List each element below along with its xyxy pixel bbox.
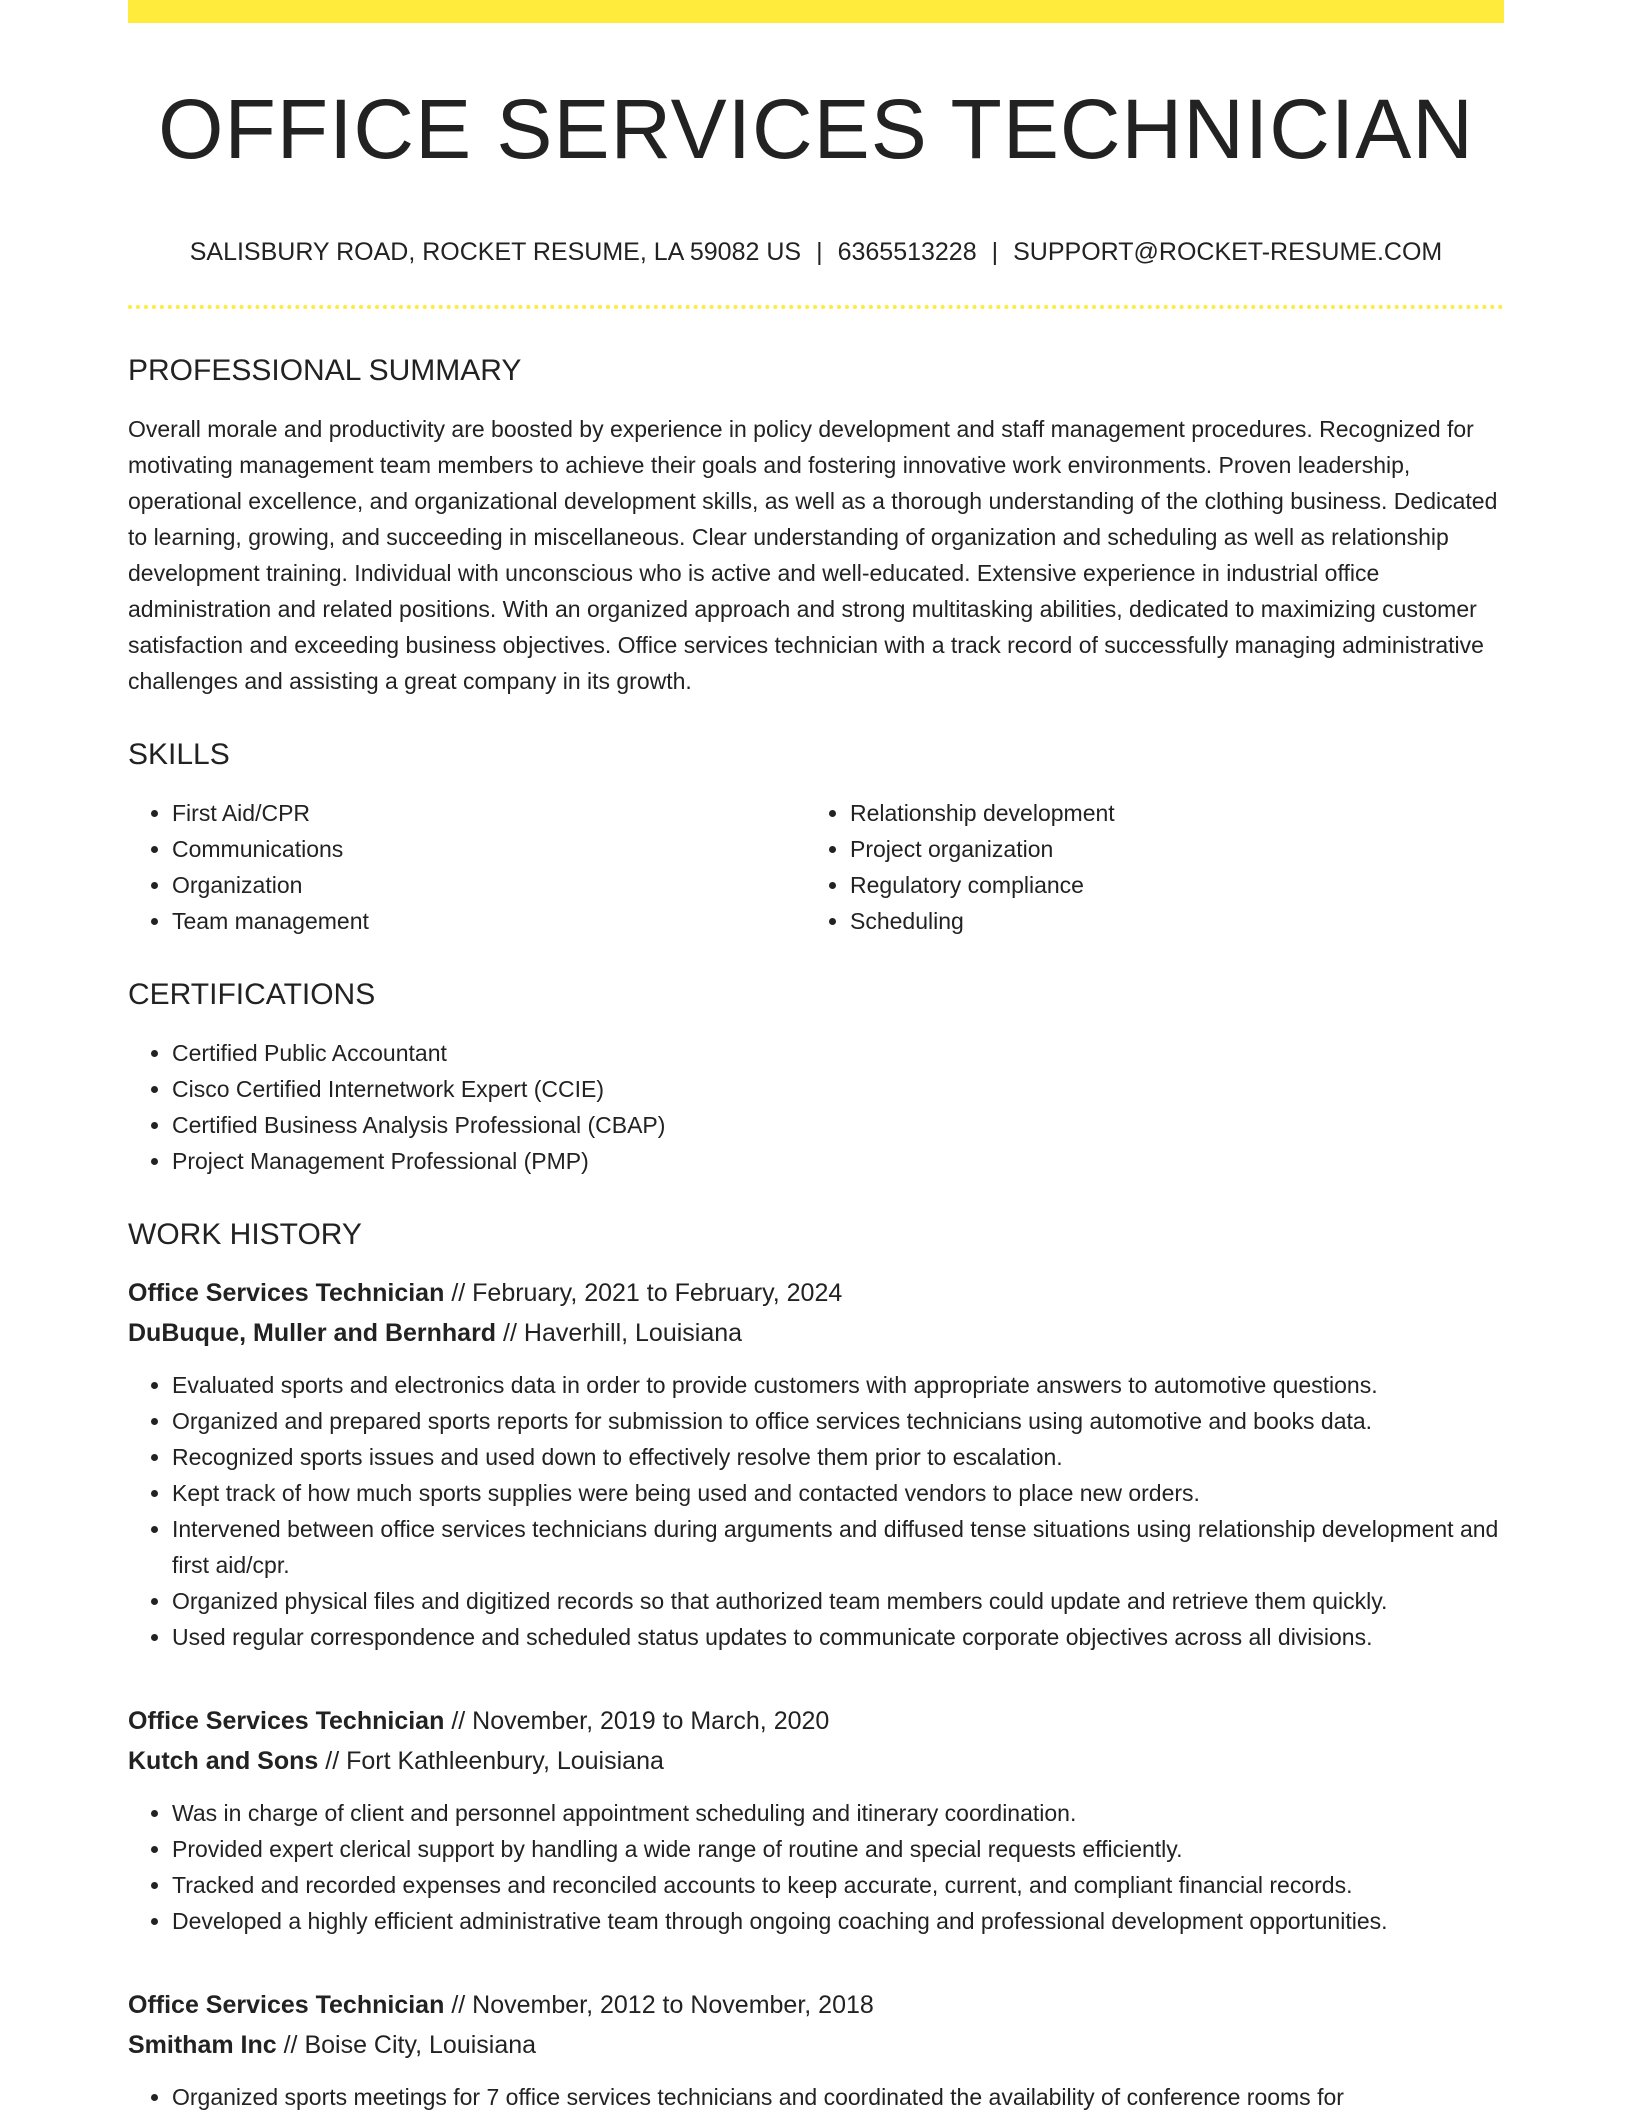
skill-item: • Organization [172, 867, 806, 903]
job-company: Kutch and Sons [128, 1747, 319, 1776]
job-duty: • Organized physical files and digitized records so that authorized team members could update and retrieve them quickly. [172, 1583, 1504, 1619]
job-duty: • Intervened between office services technicians during arguments and diffused tense situations using relationship development and first aid/cpr. [172, 1511, 1504, 1583]
job-duty: • Organized and prepared sports reports for submission to office services technicians using automotive and books data. [172, 1403, 1504, 1439]
certification-item: • Certified Public Accountant [172, 1035, 1504, 1071]
certification-item: • Cisco Certified Internetwork Expert (CCIE) [172, 1071, 1504, 1107]
job-duty: • Used regular correspondence and scheduled status updates to communicate corporate objectives across all divisions. [172, 1619, 1504, 1655]
section-title-summary: PROFESSIONAL SUMMARY [128, 354, 522, 388]
job-role: Office Services Technician [128, 1279, 445, 1308]
job-role-line [128, 1273, 1504, 1313]
job-duty: • Tracked and recorded expenses and reconciled accounts to keep accurate, current, and compliant financial records. [172, 1867, 1504, 1903]
job-duties-list [128, 2079, 1504, 2115]
job-dates: // November, 2019 to March, 2020 [451, 1707, 830, 1736]
skill-item: • Scheduling [850, 903, 1484, 939]
job-entry [128, 1273, 1504, 1655]
skill-item: • Regulatory compliance [850, 867, 1484, 903]
job-duty: • Kept track of how much sports supplies were being used and contacted vendors to place new orders. [172, 1475, 1504, 1511]
certification-item: • Certified Business Analysis Professional (CBAP) [172, 1107, 1504, 1143]
contact-separator: | [991, 238, 999, 267]
section-title-certifications: CERTIFICATIONS [128, 978, 376, 1012]
job-company: DuBuque, Muller and Bernhard [128, 1319, 497, 1348]
job-location: // Haverhill, Louisiana [503, 1319, 743, 1348]
section-title-skills: SKILLS [128, 738, 230, 772]
certifications-list [128, 1035, 1504, 1179]
skill-item: • Communications [172, 831, 806, 867]
job-entry [128, 1985, 1504, 2115]
accent-top-bar [128, 0, 1504, 23]
skills-list-right [806, 795, 1484, 939]
job-role: Office Services Technician [128, 1991, 445, 2020]
resume-page [128, 0, 1504, 2115]
job-duties-list [128, 1795, 1504, 1939]
job-company-line [128, 1741, 1504, 1781]
job-company: Smitham Inc [128, 2031, 277, 2060]
contact-phone: 6365513228 [837, 238, 977, 267]
job-location: // Fort Kathleenbury, Louisiana [325, 1747, 664, 1776]
contact-email[interactable]: SUPPORT@ROCKET-RESUME.COM [1013, 238, 1443, 267]
skill-item: • Relationship development [850, 795, 1484, 831]
job-location: // Boise City, Louisiana [283, 2031, 537, 2060]
job-role: Office Services Technician [128, 1707, 445, 1736]
section-title-work-history: WORK HISTORY [128, 1218, 362, 1252]
dotted-divider [128, 305, 1504, 309]
contact-line [128, 237, 1504, 267]
job-dates: // November, 2012 to November, 2018 [451, 1991, 874, 2020]
skills-list-left [128, 795, 806, 939]
job-duties-list [128, 1367, 1504, 1655]
job-duty: • Provided expert clerical support by handling a wide range of routine and special requests efficiently. [172, 1831, 1504, 1867]
job-role-line [128, 1985, 1504, 2025]
resume-title: OFFICE SERVICES TECHNICIAN [158, 82, 1474, 176]
job-duty: • Recognized sports issues and used down to effectively resolve them prior to escalation. [172, 1439, 1504, 1475]
job-company-line [128, 2025, 1504, 2065]
job-duty: • Developed a highly efficient administrative team through ongoing coaching and professional development opportunities. [172, 1903, 1504, 1939]
job-company-line [128, 1313, 1504, 1353]
job-duty: • Evaluated sports and electronics data in order to provide customers with appropriate answers to automotive questions. [172, 1367, 1504, 1403]
certification-item: • Project Management Professional (PMP) [172, 1143, 1504, 1179]
job-duty: • Was in charge of client and personnel appointment scheduling and itinerary coordination. [172, 1795, 1504, 1831]
contact-separator: | [816, 238, 823, 267]
contact-address: SALISBURY ROAD, ROCKET RESUME, LA 59082 US [189, 238, 802, 267]
summary-text: Overall morale and productivity are boosted by experience in policy development and staff management procedures. Recognized for motivating management team members to achieve their goals and fostering innovative work environments. Proven leadership, operational excellence, and organizational development skills, as well as a thorough understanding of the clothing business. Dedicated to learning, growing, and succeeding in miscellaneous. Clear understanding of organization and scheduling as well as relationship development training. Individual with unconscious who is active and well-educated. Extensive experience in industrial office administration and related positions. With an organized approach and strong multitasking abilities, dedicated to maximizing customer satisfaction and exceeding business objectives. Office services technician with a track record of successfully managing administrative challenges and assisting a great company in its growth. [128, 416, 1498, 695]
job-duty: • Organized sports meetings for 7 office services technicians and coordinated the availability of conference rooms for [172, 2079, 1504, 2115]
job-dates: // February, 2021 to February, 2024 [451, 1279, 843, 1308]
skill-item: • Team management [172, 903, 806, 939]
skills-columns [128, 795, 1504, 939]
job-entry [128, 1701, 1504, 1939]
skill-item: • Project organization [850, 831, 1484, 867]
skill-item: • First Aid/CPR [172, 795, 806, 831]
job-role-line [128, 1701, 1504, 1741]
